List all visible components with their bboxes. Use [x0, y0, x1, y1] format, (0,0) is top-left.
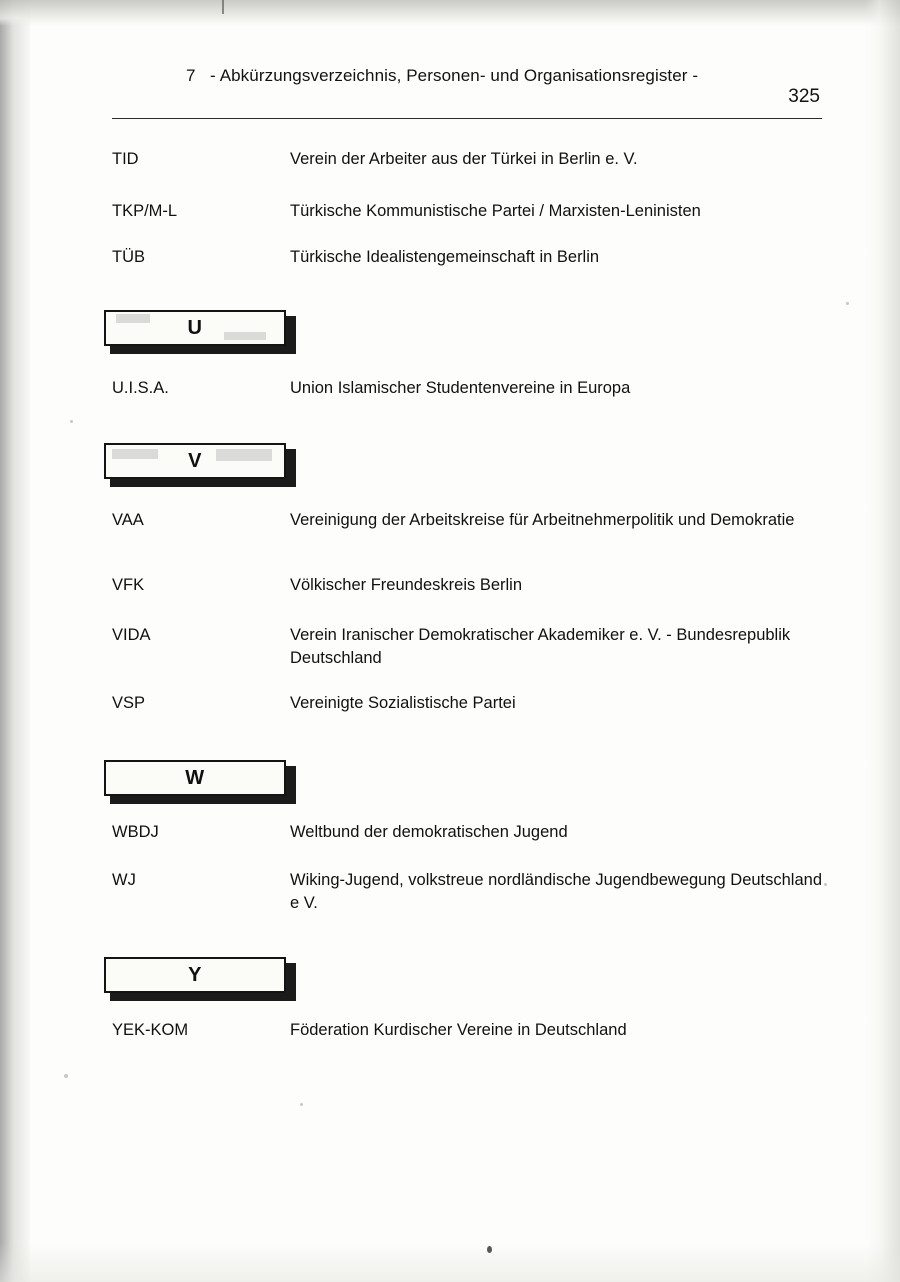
scan-speck: [70, 420, 73, 423]
header-chapter-number: 7: [186, 66, 196, 85]
plate-box: [104, 760, 286, 796]
entry-description: Union Islamischer Studentenvereine in Europa: [290, 379, 631, 397]
entry-abbreviation: YEK-KOM: [112, 1021, 189, 1039]
plate-box: [104, 310, 286, 346]
entry-abbreviation: VAA: [112, 511, 144, 529]
plate-box: [104, 957, 286, 993]
entry-description: Verein der Arbeiter aus der Türkei in Berlin e. V.: [290, 150, 638, 168]
scan-speck: [64, 1074, 68, 1078]
entry-abbreviation: TÜB: [112, 248, 145, 266]
section-heading-plate-u: [104, 310, 290, 350]
page-footer-mark: [487, 1246, 492, 1253]
entry-abbreviation: TID: [112, 150, 139, 168]
scan-registration-tick: [222, 0, 224, 14]
page-number: 325: [788, 86, 820, 107]
page-header: [0, 56, 900, 116]
section-heading-plate-w: [104, 760, 290, 800]
entry-description: Verein Iranischer Demokratischer Akademiker e. V. - Bundesrepublik Deutschland: [290, 626, 791, 668]
list-item: [112, 377, 824, 400]
list-item: [112, 200, 824, 223]
entry-abbreviation: VFK: [112, 576, 145, 594]
entry-abbreviation: VIDA: [112, 626, 151, 644]
entry-description: Völkischer Freundeskreis Berlin: [290, 576, 523, 594]
scan-edge-top: [0, 0, 900, 26]
list-item: [112, 821, 824, 844]
entry-abbreviation: U.I.S.A.: [112, 379, 169, 397]
plate-box: [104, 443, 286, 479]
entry-description: Türkische Kommunistische Partei / Marxisten-Leninisten: [290, 202, 701, 220]
entry-abbreviation: TKP/M-L: [112, 202, 178, 220]
entry-description: Weltbund der demokratischen Jugend: [290, 823, 568, 841]
entry-description: Türkische Idealistengemeinschaft in Berlin: [290, 248, 600, 266]
list-item: [112, 869, 824, 916]
entry-description: Vereinigte Sozialistische Partei: [290, 694, 516, 712]
entry-description: Föderation Kurdischer Vereine in Deutschland: [290, 1021, 627, 1039]
list-item: [112, 624, 824, 671]
entry-abbreviation: WBDJ: [112, 823, 159, 841]
entry-description: Wiking-Jugend, volkstreue nordländische Jugendbewegung Deutschland e V.: [290, 871, 823, 913]
list-item: [112, 1019, 824, 1042]
list-item: [112, 246, 824, 269]
list-item: [112, 692, 824, 715]
entry-abbreviation: WJ: [112, 871, 136, 889]
header-title: - Abkürzungsverzeichnis, Personen- und Organisationsregister -: [210, 66, 699, 85]
header-title-line: [186, 66, 698, 86]
section-letter: W: [185, 766, 205, 789]
section-letter: V: [188, 449, 202, 472]
scan-edge-bottom: [0, 1242, 900, 1282]
entry-abbreviation: VSP: [112, 694, 146, 712]
section-letter: Y: [188, 963, 202, 986]
scan-edge-right: [866, 0, 900, 1282]
section-heading-plate-y: [104, 957, 290, 997]
list-item: [112, 148, 824, 171]
section-letter: U: [187, 316, 203, 339]
header-divider-rule: [112, 118, 822, 119]
section-heading-plate-v: [104, 443, 290, 483]
scan-speck: [846, 302, 849, 305]
entry-description: Vereinigung der Arbeitskreise für Arbeitnehmerpolitik und Demokratie: [290, 511, 795, 529]
scan-edge-left: [0, 0, 30, 1282]
list-item: [112, 509, 824, 532]
list-item: [112, 574, 824, 597]
scan-speck: [300, 1103, 303, 1106]
scan-speck: [824, 883, 827, 886]
